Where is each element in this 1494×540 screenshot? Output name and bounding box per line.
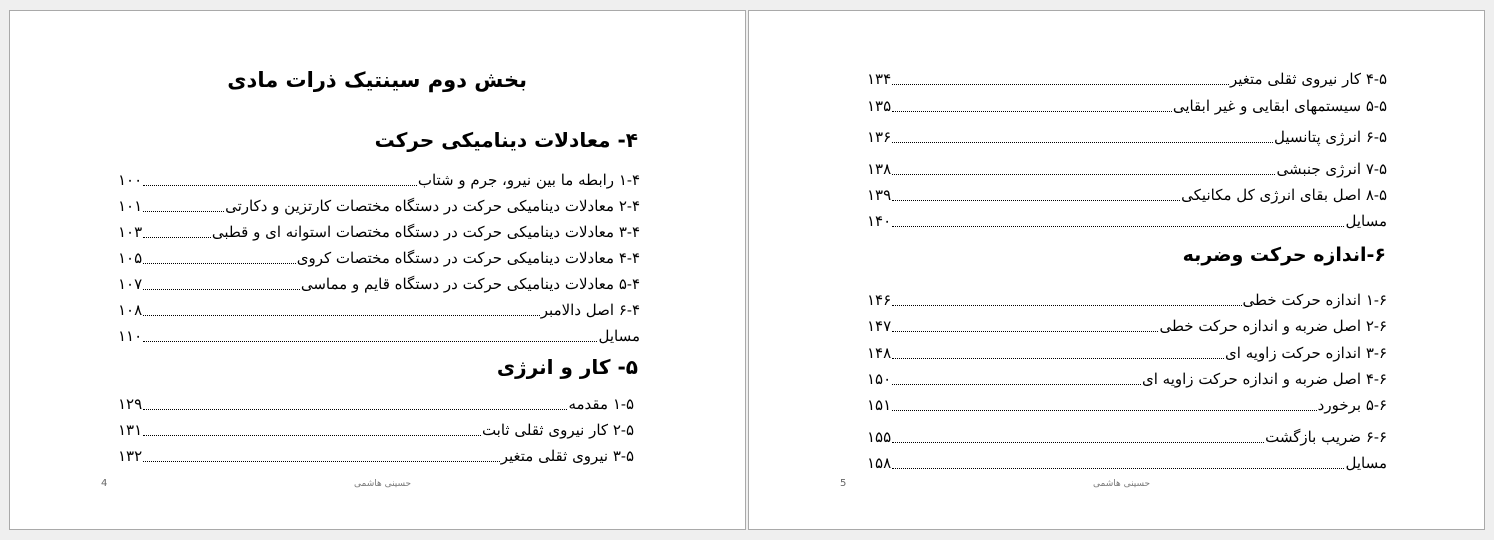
toc-entry[interactable] <box>118 389 634 413</box>
toc-entry[interactable] <box>118 295 640 319</box>
toc-entry-text: ۵-۶ برخورد <box>1317 396 1387 414</box>
toc-entry-page: ۱۳۲ <box>118 447 143 465</box>
toc-leader <box>143 289 300 290</box>
toc-entry-page: ۱۳۸ <box>867 160 892 178</box>
toc-leader <box>143 263 296 264</box>
toc-entry-page: ۱۰۵ <box>118 249 143 267</box>
toc-entry-text: ۱-۵ مقدمه <box>568 395 634 413</box>
toc-entry-page: ۱۴۸ <box>867 344 892 362</box>
toc-entry-text: ۷-۵ انرژی جنبشی <box>1276 160 1387 178</box>
page-number: 4 <box>101 478 108 489</box>
toc-entry-text: ۶-۵ انرژی پتانسیل <box>1273 128 1387 146</box>
toc-entry-page: ۱۰۱ <box>118 197 143 215</box>
toc-entry-page: ۱۰۸ <box>118 301 143 319</box>
toc-entry-page: ۱۳۴ <box>867 70 892 88</box>
toc-entry[interactable] <box>867 91 1387 115</box>
toc-entry[interactable] <box>867 180 1387 204</box>
toc-entry-page: ۱۰۰ <box>118 171 143 189</box>
chapter-6-title: ۶-اندازه حرکت وضربه <box>1182 244 1386 266</box>
page-number: 5 <box>840 478 847 489</box>
toc-entry-text: ۴-۶ اصل ضربه و اندازه حرکت زاویه ای <box>1142 370 1387 388</box>
toc-entry[interactable] <box>867 285 1387 309</box>
toc-entry-text: ۵-۴ معادلات دینامیکی حرکت در دستگاه قایم و مماسی <box>300 275 640 293</box>
toc-leader <box>892 442 1264 443</box>
toc-entry-text: ۲-۶ اصل ضربه و اندازه حرکت خطی <box>1159 317 1387 335</box>
toc-entry[interactable] <box>867 364 1387 388</box>
chapter-4-title: ۴- معادلات دینامیکی حرکت <box>374 128 638 152</box>
toc-entry-page: ۱۵۱ <box>867 396 892 414</box>
toc-entry-text: ۲-۵ کار نیروی ثقلی ثابت <box>481 421 634 439</box>
toc-entry[interactable] <box>867 154 1387 178</box>
toc-leader <box>892 142 1273 143</box>
chapter-5-title: ۵- کار و انرژی <box>496 355 638 379</box>
toc-leader <box>892 174 1275 175</box>
toc-entry-page: ۱۵۵ <box>867 428 892 446</box>
toc-entry-page: ۱۳۶ <box>867 128 892 146</box>
toc-entry[interactable] <box>867 122 1387 146</box>
toc-entry-text: مسایل <box>1345 212 1387 230</box>
toc-entry[interactable] <box>118 269 640 293</box>
toc-entry-page: ۱۰۳ <box>118 223 143 241</box>
toc-entry-page: ۱۰۷ <box>118 275 143 293</box>
toc-entry-page: ۱۵۸ <box>867 454 892 472</box>
toc-entry-text: ۳-۶ اندازه حرکت زاویه ای <box>1225 344 1387 362</box>
toc-leader <box>143 211 224 212</box>
toc-leader <box>143 315 540 316</box>
toc-entry[interactable] <box>118 191 640 215</box>
toc-entry[interactable] <box>118 441 634 465</box>
toc-leader <box>143 461 500 462</box>
toc-leader <box>892 305 1241 306</box>
toc-entry[interactable] <box>118 321 640 345</box>
part-title: بخش دوم سینتیک ذرات مادی <box>227 68 527 92</box>
toc-leader <box>143 237 211 238</box>
toc-entry-text: ۵-۵ سیستمهای ابقایی و غیر ابقایی <box>1172 97 1387 115</box>
toc-entry-text: ۲-۴ معادلات دینامیکی حرکت در دستگاه مختصات کارتزین و دکارتی <box>225 197 640 215</box>
toc-entry[interactable] <box>118 165 640 189</box>
toc-entry-text: ۴-۵ کار نیروی ثقلی متغیر <box>1229 70 1387 88</box>
toc-entry[interactable] <box>867 422 1387 446</box>
toc-leader <box>892 468 1344 469</box>
toc-entry-text: ۸-۵ اصل بقای انرژی کل مکانیکی <box>1181 186 1387 204</box>
toc-entry-text: ۶-۶ ضریب بازگشت <box>1265 428 1387 446</box>
toc-leader <box>143 185 417 186</box>
toc-entry-text: ۳-۴ معادلات دینامیکی حرکت در دستگاه مختصات استوانه ای و قطبی <box>211 223 640 241</box>
toc-entry[interactable] <box>118 217 640 241</box>
toc-entry[interactable] <box>867 448 1387 472</box>
toc-entry-page: ۱۵۰ <box>867 370 892 388</box>
toc-leader <box>892 226 1344 227</box>
toc-entry-page: ۱۲۹ <box>118 395 143 413</box>
toc-leader <box>143 341 597 342</box>
toc-entry-page: ۱۳۵ <box>867 97 892 115</box>
toc-leader <box>892 111 1172 112</box>
footer-author: حسینی هاشمی <box>354 479 412 489</box>
toc-leader <box>892 200 1180 201</box>
toc-entry-page: ۱۴۷ <box>867 317 892 335</box>
toc-entry-text: ۴-۴ معادلات دینامیکی حرکت در دستگاه مختصات کروی <box>296 249 640 267</box>
toc-entry[interactable] <box>867 338 1387 362</box>
toc-entry-page: ۱۴۰ <box>867 212 892 230</box>
toc-entry[interactable] <box>867 64 1387 88</box>
toc-leader <box>892 358 1224 359</box>
footer-author: حسینی هاشمی <box>1093 479 1151 489</box>
page-4 <box>9 10 746 530</box>
toc-entry-text: ۶-۴ اصل دالامبر <box>540 301 640 319</box>
toc-entry[interactable] <box>867 390 1387 414</box>
toc-leader <box>143 435 481 436</box>
toc-leader <box>143 409 567 410</box>
toc-entry-page: ۱۱۰ <box>118 327 143 345</box>
toc-leader <box>892 84 1229 85</box>
toc-entry-text: ۱-۴ رابطه ما بین نیرو، جرم و شتاب <box>417 171 640 189</box>
toc-entry-text: ۳-۵ نیروی ثقلی متغیر <box>500 447 634 465</box>
toc-entry[interactable] <box>867 206 1387 230</box>
toc-entry-text: مسایل <box>1345 454 1387 472</box>
toc-entry-page: ۱۳۹ <box>867 186 892 204</box>
toc-entry[interactable] <box>867 311 1387 335</box>
toc-entry[interactable] <box>118 415 634 439</box>
toc-entry-page: ۱۴۶ <box>867 291 892 309</box>
toc-leader <box>892 384 1141 385</box>
toc-leader <box>892 331 1158 332</box>
toc-entry-text: مسایل <box>598 327 640 345</box>
toc-entry-text: ۱-۶ اندازه حرکت خطی <box>1242 291 1387 309</box>
toc-leader <box>892 410 1316 411</box>
toc-entry[interactable] <box>118 243 640 267</box>
page-5 <box>748 10 1485 530</box>
toc-entry-page: ۱۳۱ <box>118 421 143 439</box>
